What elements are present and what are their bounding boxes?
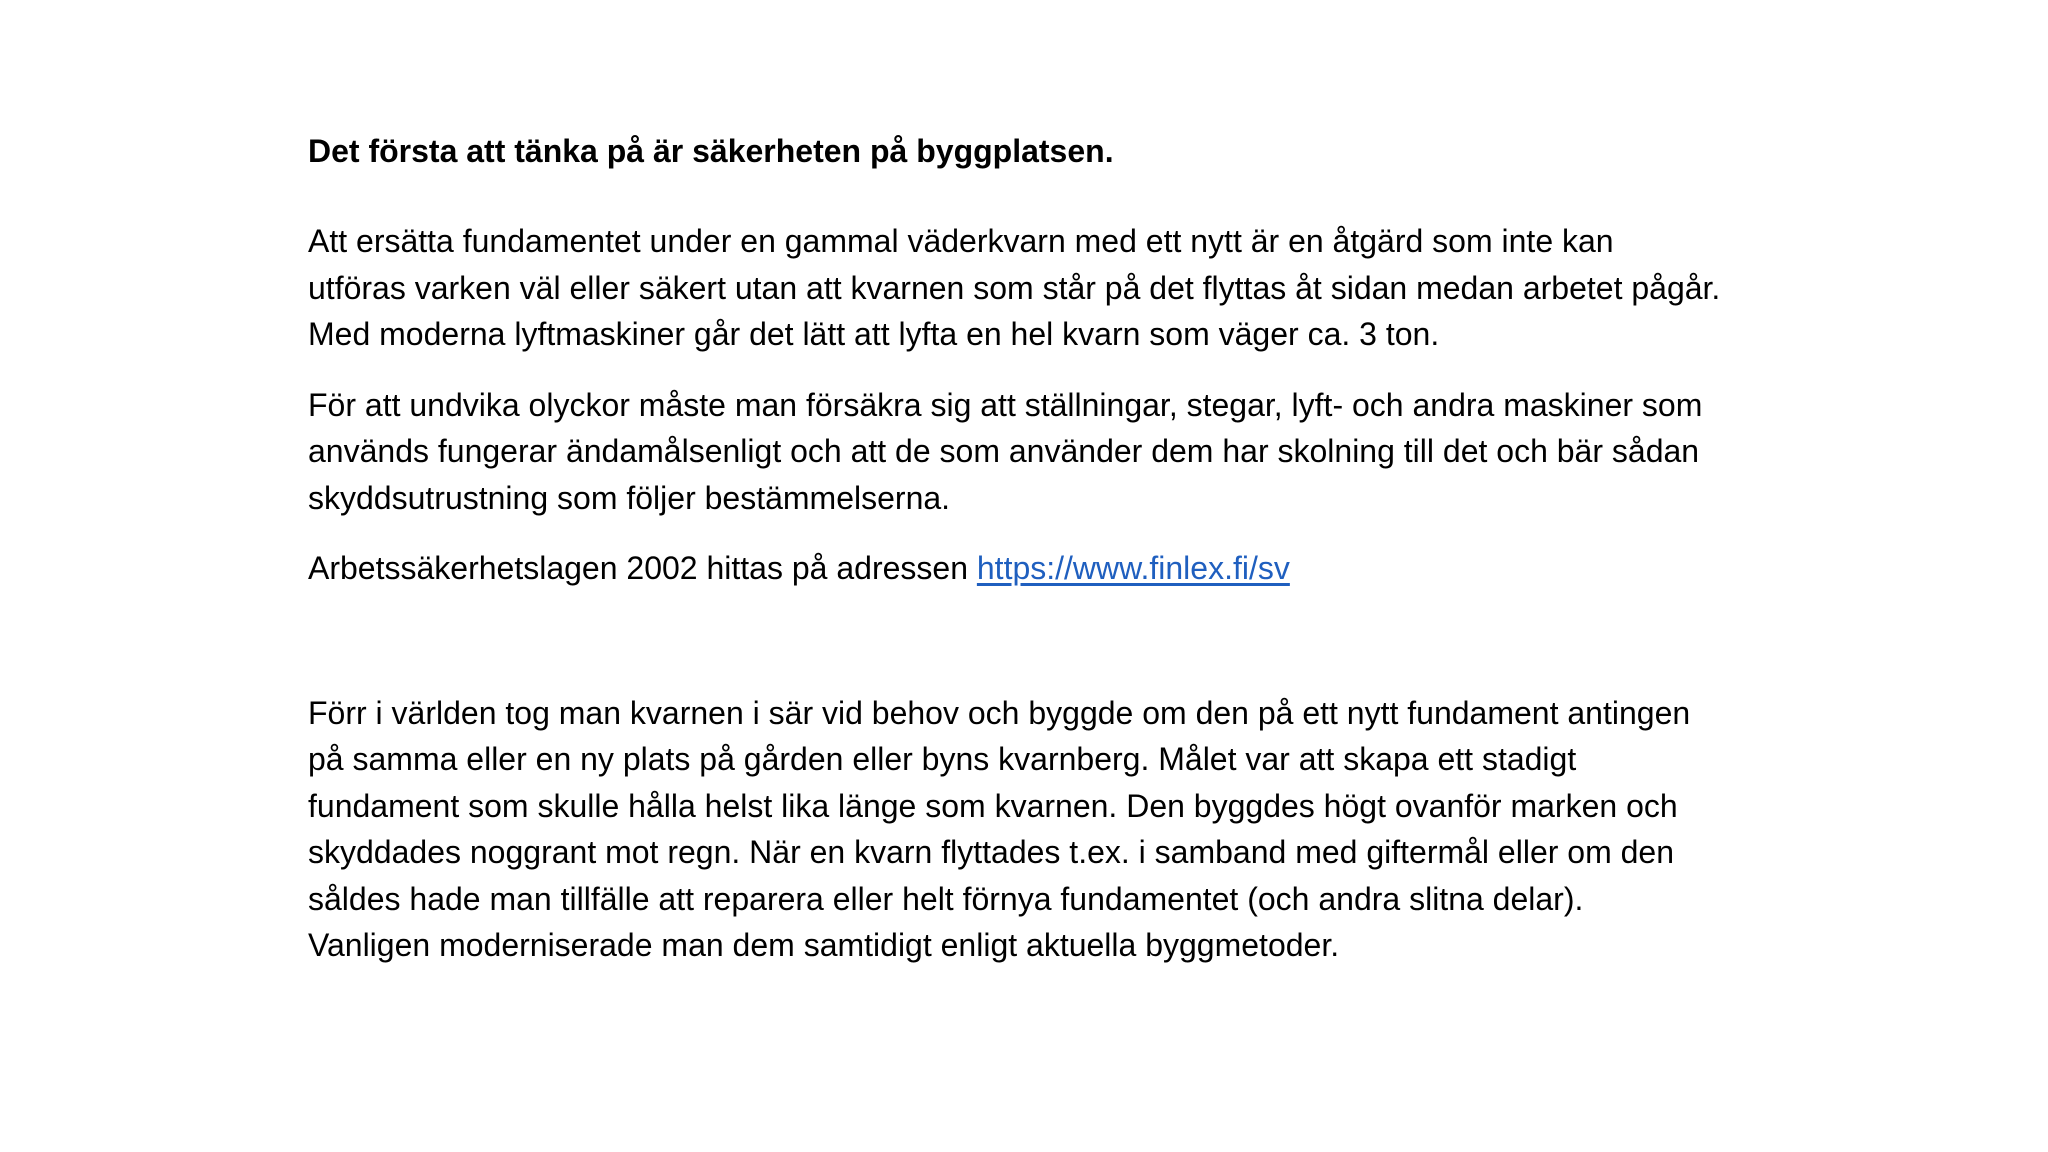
- text-line: används fungerar ändamålsenligt och att de som använder dem har skolning till det och bär sådan: [308, 433, 1700, 469]
- paragraph-foundation-replacement: [308, 218, 1888, 358]
- slide-content: [308, 128, 1888, 993]
- paragraph-history: [308, 690, 1888, 969]
- paragraph-law-reference: [308, 545, 1888, 592]
- paragraph-accident-prevention: [308, 382, 1888, 522]
- text-line: För att undvika olyckor måste man försäkra sig att ställningar, stegar, lyft- och andra maskiner som: [308, 386, 1703, 423]
- text-line: såldes hade man tillfälle att reparera eller helt förnya fundamentet (och andra slitna delar).: [308, 880, 1584, 917]
- text-line: på samma eller en ny plats på gården eller byns kvarnberg. Målet var att skapa ett stadigt: [308, 741, 1577, 777]
- text-line: Med moderna lyftmaskiner går det lätt att lyfta en hel kvarn som väger ca. 3 ton.: [308, 316, 1440, 352]
- finlex-link[interactable]: https://www.finlex.fi/sv: [976, 550, 1290, 586]
- text-line: Vanligen moderniserade man dem samtidigt enligt aktuella byggmetoder.: [308, 927, 1340, 963]
- page-title: Det första att tänka på är säkerheten på byggplatsen.: [308, 133, 1114, 169]
- text-line: Förr i världen tog man kvarnen i sär vid behov och byggde om den på ett nytt fundament antingen: [308, 694, 1691, 731]
- text-line: Att ersätta fundamentet under en gammal väderkvarn med ett nytt är en åtgärd som inte kan: [308, 223, 1614, 259]
- text-line: skyddsutrustning som följer bestämmelserna.: [308, 479, 951, 516]
- text-line: skyddades noggrant mot regn. När en kvarn flyttades t.ex. i samband med giftermål eller om den: [308, 834, 1675, 870]
- text-line: utföras varken väl eller säkert utan att kvarnen som står på det flyttas åt sidan medan arbetet pågår.: [308, 269, 1721, 306]
- law-reference-text: Arbetssäkerhetslagen 2002 hittas på adressen: [308, 550, 977, 586]
- text-line: fundament som skulle hålla helst lika länge som kvarnen. Den byggdes högt ovanför marken och: [308, 787, 1678, 824]
